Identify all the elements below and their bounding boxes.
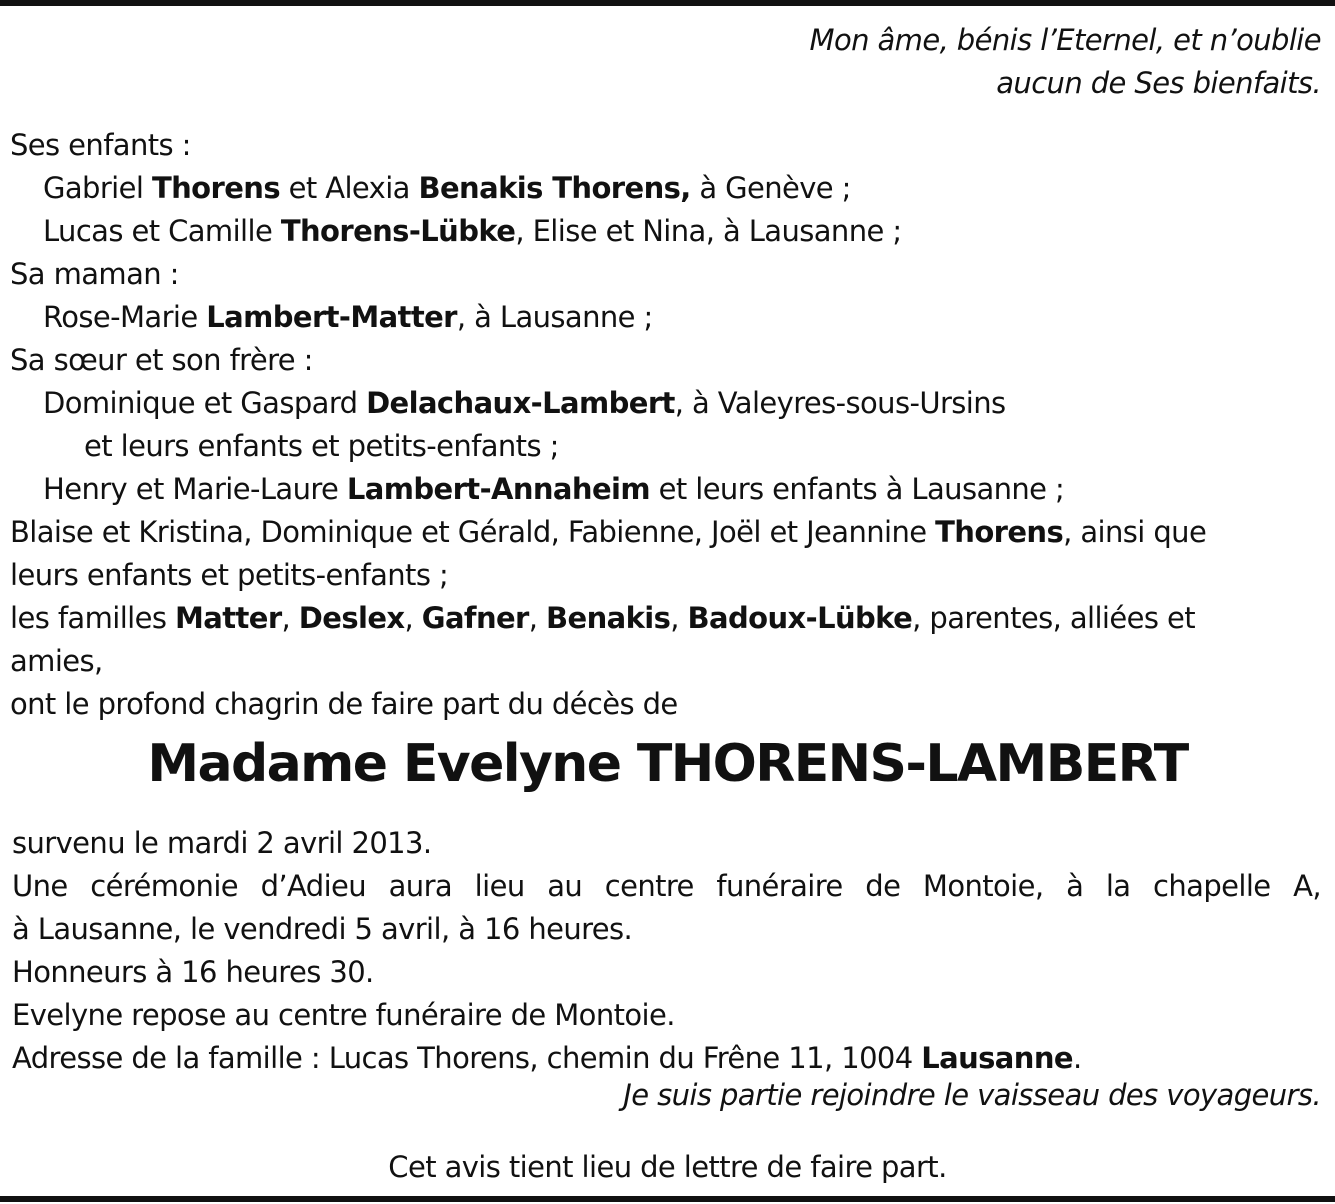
- families-line-1: les familles Matter, Deslex, Gafner, Benakis, Badoux-Lübke, parentes, alliées et: [10, 601, 1196, 635]
- child-line-2: Lucas et Camille Thorens-Lübke, Elise et Nina, à Lausanne ;: [43, 214, 902, 248]
- bottom-rule: [0, 1196, 1335, 1202]
- sibling-line-1-continued: et leurs enfants et petits-enfants ;: [84, 429, 559, 463]
- mother-line: Rose-Marie Lambert-Matter, à Lausanne ;: [43, 300, 653, 334]
- deceased-name: Madame Evelyne THORENS-LAMBERT: [147, 734, 1188, 794]
- mother-heading: Sa maman :: [10, 257, 179, 291]
- closing-quote: Je suis partie rejoindre le vaisseau des voyageurs.: [623, 1078, 1321, 1112]
- footer-note: Cet avis tient lieu de lettre de faire part.: [388, 1150, 947, 1184]
- ceremony-line-2: à Lausanne, le vendredi 5 avril, à 16 heures.: [12, 912, 633, 946]
- families-line-2: amies,: [10, 644, 103, 678]
- children-heading: Ses enfants :: [10, 128, 191, 162]
- top-rule: [0, 0, 1335, 6]
- relatives-line-1: Blaise et Kristina, Dominique et Gérald, Fabienne, Joël et Jeannine Thorens, ainsi que: [10, 515, 1207, 549]
- address-line: Adresse de la famille : Lucas Thorens, chemin du Frêne 11, 1004 Lausanne.: [12, 1041, 1082, 1075]
- ceremony-line-1: Une cérémonie d’Adieu aura lieu au centre funéraire de Montoie, à la chapelle A,: [12, 869, 1321, 903]
- honours-line: Honneurs à 16 heures 30.: [12, 955, 374, 989]
- epigraph-line-2: aucun de Ses bienfaits.: [996, 66, 1321, 100]
- rest-line: Evelyne repose au centre funéraire de Montoie.: [12, 998, 675, 1032]
- sibling-line-2: Henry et Marie-Laure Lambert-Annaheim et leurs enfants à Lausanne ;: [43, 472, 1065, 506]
- sibling-line-1: Dominique et Gaspard Delachaux-Lambert, à Valeyres-sous-Ursins: [43, 386, 1006, 420]
- date-line: survenu le mardi 2 avril 2013.: [12, 826, 432, 860]
- announcement-line: ont le profond chagrin de faire part du décès de: [10, 687, 678, 721]
- child-line-1: Gabriel Thorens et Alexia Benakis Thorens, à Genève ;: [43, 171, 851, 205]
- relatives-line-2: leurs enfants et petits-enfants ;: [10, 558, 449, 592]
- epigraph-line-1: Mon âme, bénis l’Eternel, et n’oublie: [809, 23, 1321, 57]
- siblings-heading: Sa sœur et son frère :: [10, 343, 313, 377]
